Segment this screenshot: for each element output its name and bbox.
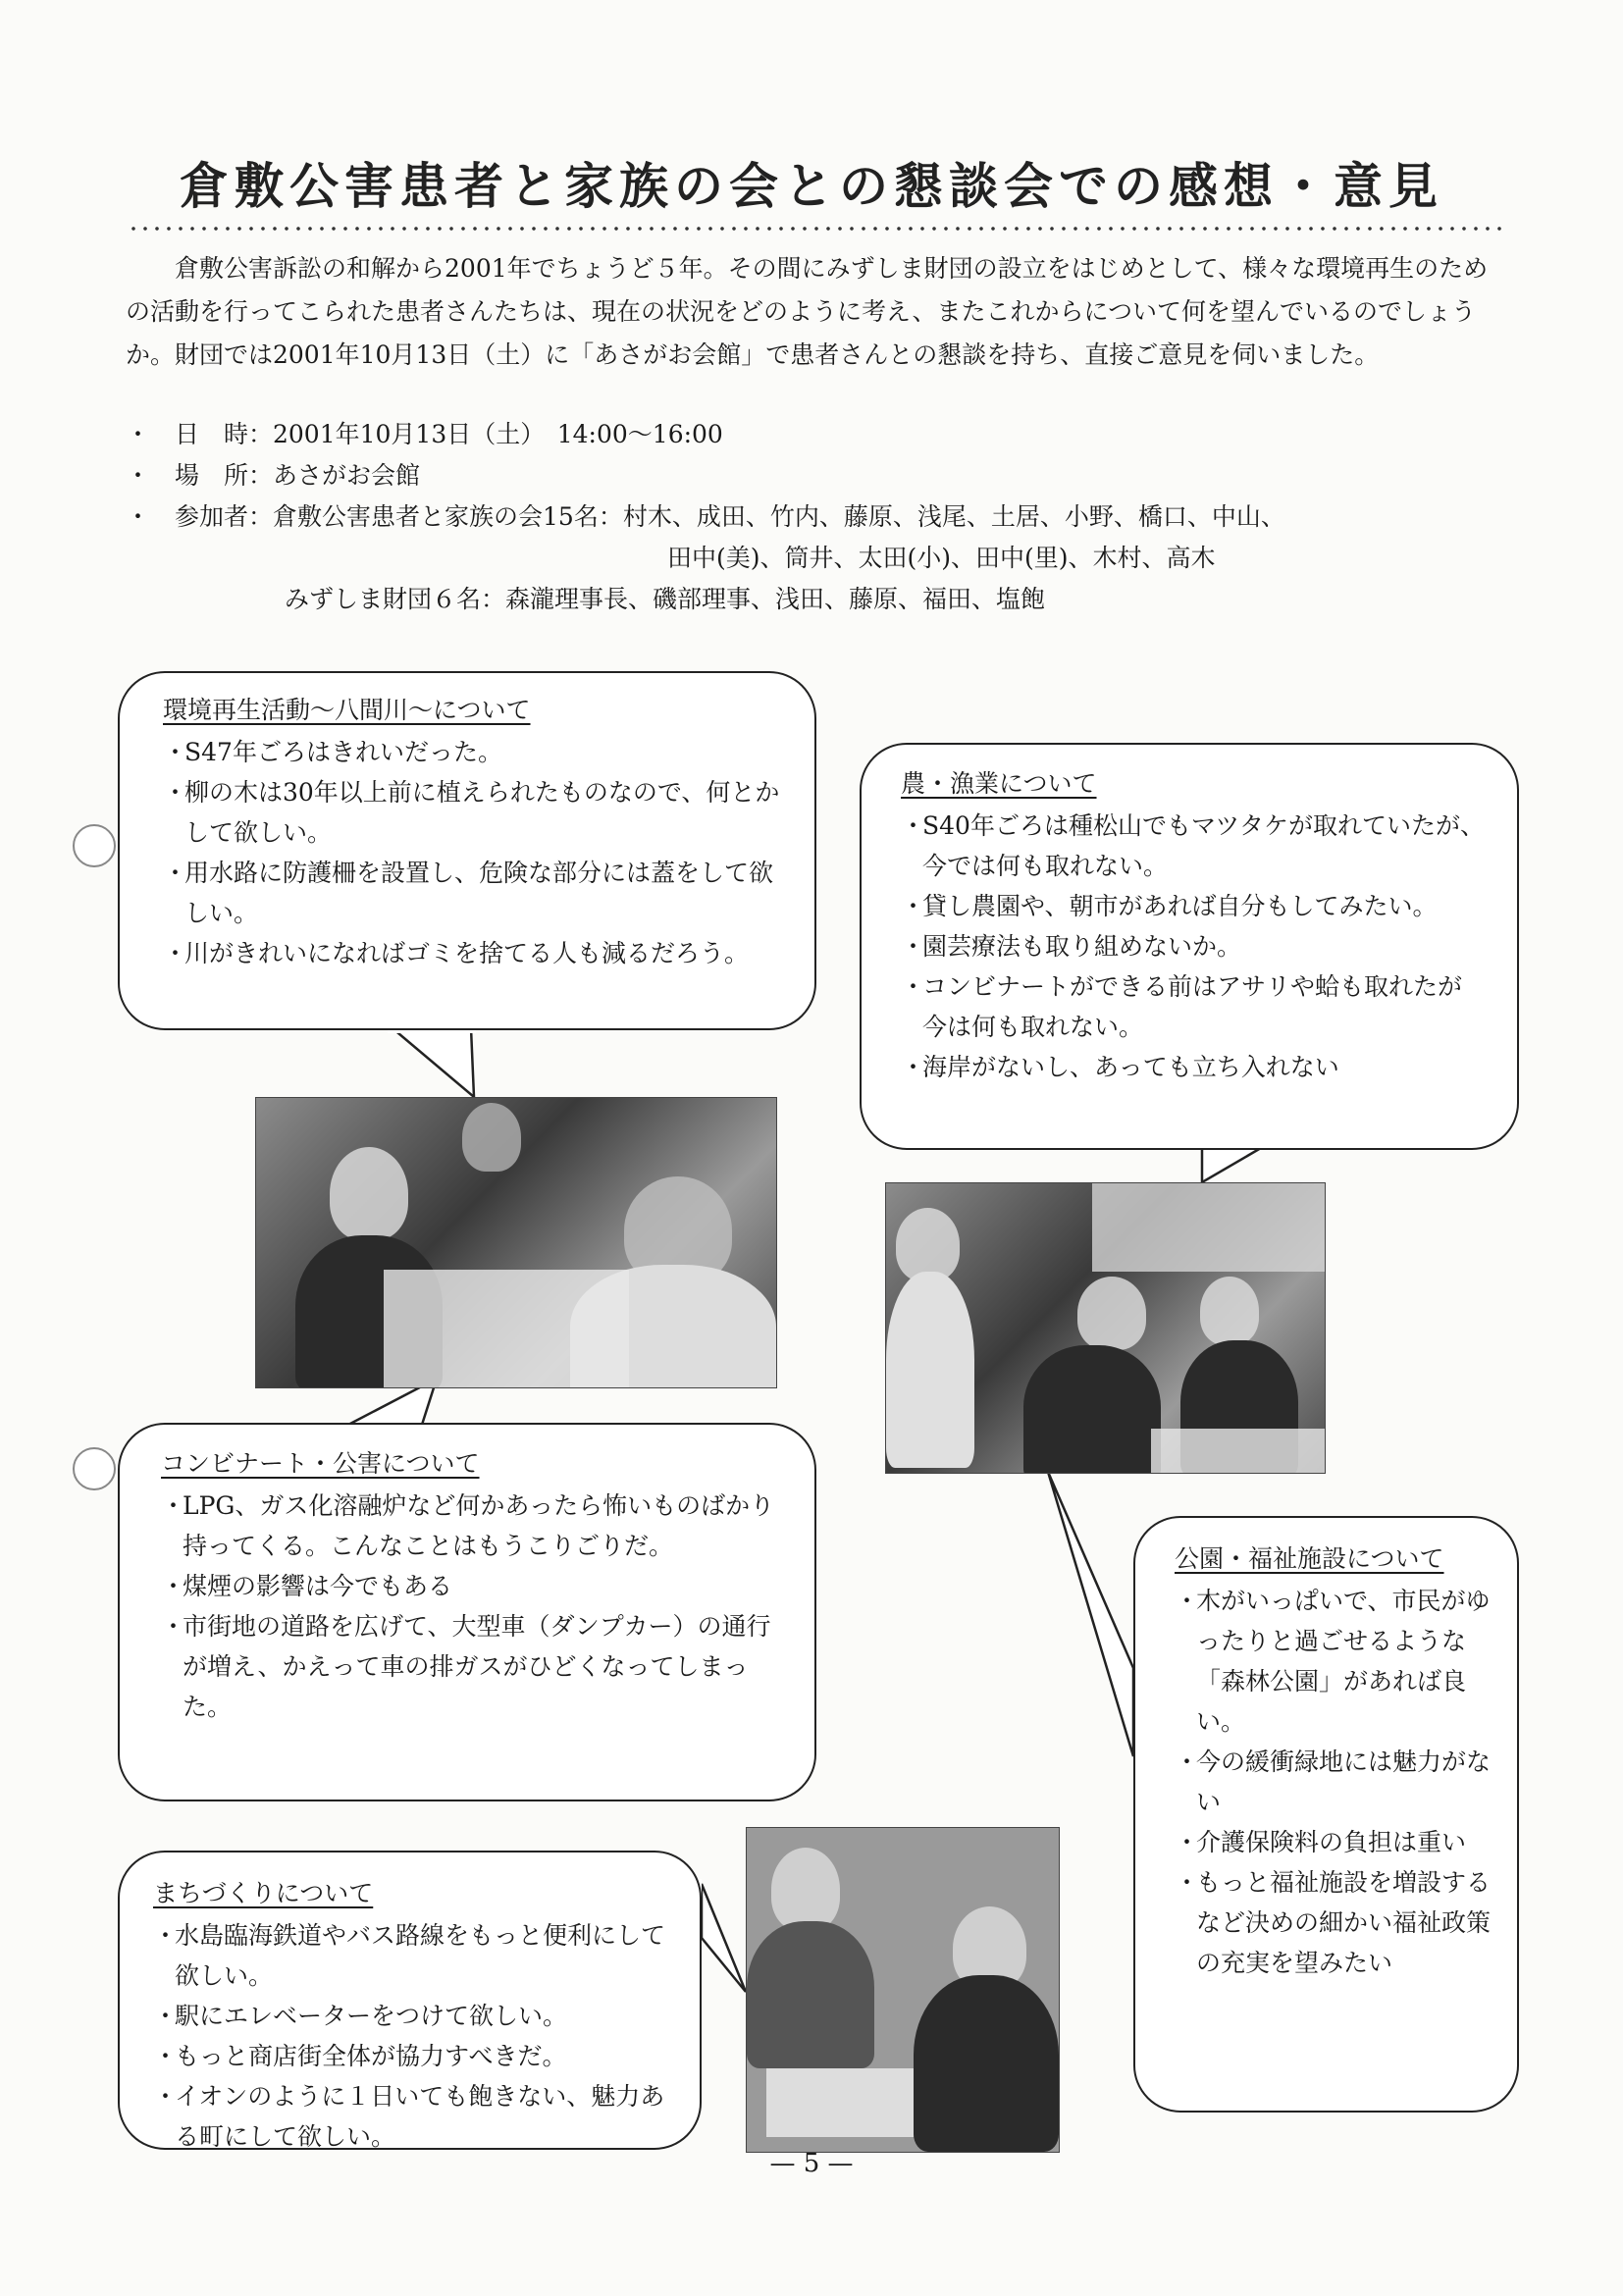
meeting-photo-1 bbox=[255, 1097, 777, 1388]
list-item: ・ 川がきれいになればゴミを捨てる人も減るだろう。 bbox=[163, 933, 785, 973]
list-item: ・ S40年ごろは種松山でもマツタケが取れていたが、今では何も取れない。 bbox=[901, 806, 1486, 886]
env-heading: 環境再生活動〜八間川〜について bbox=[163, 696, 531, 724]
kombinat-heading: コンビナート・公害について bbox=[161, 1449, 480, 1478]
meeting-photo-3 bbox=[746, 1827, 1060, 2153]
info-participants: ・ 参加者：倉敷公害患者と家族の会15名：村木、成田、竹内、藤原、浅尾、土居、小野、橋口、中山、 bbox=[126, 502, 1285, 531]
list-item: ・ S47年ごろはきれいだった。 bbox=[163, 732, 785, 772]
list-item: ・ もっと福祉施設を増設するなど決めの細かい福祉政策の充実を望みたい bbox=[1175, 1862, 1492, 1983]
list-item: ・ 海岸がないし、あっても立ち入れない bbox=[901, 1047, 1486, 1087]
intro-paragraph: 倉敷公害訴訟の和解から2001年でちょうど５年。その間にみずしま財団の設立をはじめとして、様々な環境再生のための活動を行ってこられた患者さんたちは、現在の状況をどのように考え、またこれからについて何を望んでいるのでしょうか。財団では2001年10月13日（土）に「あさがお会館」で患者さんとの懇談を持ち、直接ご意見を伺いました。 bbox=[126, 254, 1489, 369]
list-item: ・ LPG、ガス化溶融炉など何かあったら怖いものばかり持ってくる。こんなことはもうこりごりだ。 bbox=[161, 1486, 785, 1566]
agri-list bbox=[901, 806, 1486, 1087]
info-datetime: ・ 日 時：2001年10月13日（土） 14:00〜16:00 bbox=[126, 420, 723, 448]
list-item: ・ もっと商店街全体が協力すべきだ。 bbox=[153, 2036, 676, 2076]
list-item: ・ コンビナートができる前はアサリや蛤も取れたが今は何も取れない。 bbox=[901, 966, 1486, 1047]
info-place: ・ 場 所：あさがお会館 bbox=[126, 461, 421, 490]
list-item: ・ イオンのように１日いても飽きない、魅力ある町にして欲しい。 bbox=[153, 2076, 676, 2157]
kombinat-list bbox=[161, 1486, 785, 1727]
list-item: ・ 貸し農園や、朝市があれば自分もしてみたい。 bbox=[901, 886, 1486, 926]
town-list bbox=[153, 1915, 676, 2157]
tail-agri bbox=[1202, 1148, 1261, 1182]
town-heading: まちづくりについて bbox=[153, 1879, 374, 1907]
tail-town bbox=[702, 1884, 746, 1992]
tail-env bbox=[393, 1028, 474, 1097]
tail-park bbox=[1048, 1472, 1133, 1756]
env-list bbox=[163, 732, 785, 973]
info-participants-cont: 田中(美)、筒井、太田(小)、田中(里)、木村、高木 bbox=[667, 544, 1216, 572]
meeting-photo-2 bbox=[885, 1182, 1326, 1474]
town-comment-box bbox=[118, 1851, 702, 2150]
list-item: ・ 柳の木は30年以上前に植えられたものなので、何とかして欲しい。 bbox=[163, 772, 785, 853]
info-foundation-members: みずしま財団６名：森瀧理事長、磯部理事、浅田、藤原、福田、塩飽 bbox=[285, 585, 1046, 613]
page-number: — 5 — bbox=[769, 2149, 854, 2178]
park-heading: 公園・福祉施設について bbox=[1175, 1544, 1444, 1573]
list-item: ・ 今の緩衝緑地には魅力がない bbox=[1175, 1742, 1492, 1822]
park-list bbox=[1175, 1581, 1492, 1983]
env-comment-box bbox=[118, 671, 816, 1030]
agri-heading: 農・漁業について bbox=[901, 769, 1097, 798]
list-item: ・ 駅にエレベーターをつけて欲しい。 bbox=[153, 1996, 676, 2036]
list-item: ・ 市街地の道路を広げて、大型車（ダンプカー）の通行が増え、かえって車の排ガスがひどくなってしまった。 bbox=[161, 1606, 785, 1727]
list-item: ・ 木がいっぱいで、市民がゆったりと過ごせるような「森林公園」があれば良い。 bbox=[1175, 1581, 1492, 1742]
list-item: ・ 介護保険料の負担は重い bbox=[1175, 1822, 1492, 1862]
kombinat-comment-box bbox=[118, 1423, 816, 1801]
list-item: ・ 園芸療法も取り組めないか。 bbox=[901, 926, 1486, 966]
agri-comment-box bbox=[860, 743, 1519, 1150]
list-item: ・ 煤煙の影響は今でもある bbox=[161, 1566, 785, 1606]
page-title: 倉敷公害患者と家族の会との懇談会での感想・意見 bbox=[180, 157, 1443, 215]
list-item: ・ 用水路に防護柵を設置し、危険な部分には蓋をして欲しい。 bbox=[163, 853, 785, 933]
park-comment-box bbox=[1133, 1516, 1519, 2113]
list-item: ・ 水島臨海鉄道やバス路線をもっと便利にして欲しい。 bbox=[153, 1915, 676, 1996]
